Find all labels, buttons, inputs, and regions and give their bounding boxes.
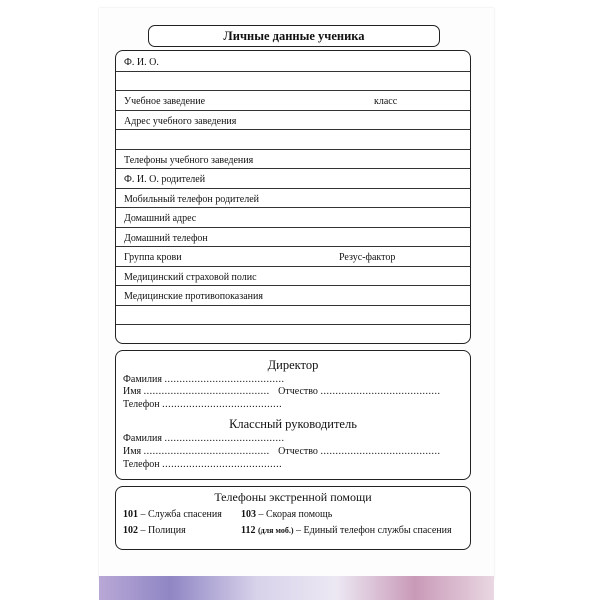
field-row-school-phones[interactable] (116, 149, 470, 170)
fill-dots: .......................................... (143, 446, 270, 457)
emergency-item (123, 525, 186, 536)
field-label: Ф. И. О. родителей (124, 174, 206, 185)
fill-dots: .......................................... (143, 386, 270, 397)
emergency-number: 112 (241, 525, 256, 536)
field-label: Телефоны учебного заведения (124, 154, 254, 166)
field-row-blank[interactable] (116, 71, 470, 92)
field-row-blood[interactable] (116, 246, 470, 267)
field-label-rh: Резус-фактор (339, 252, 396, 263)
fill-dots: ........................................ (320, 446, 441, 457)
field-row-fio[interactable] (116, 51, 470, 72)
field-row-school[interactable] (116, 90, 470, 111)
field-row-insurance[interactable] (116, 266, 470, 287)
cover-edge (99, 576, 494, 600)
field-label: Группа крови (124, 252, 182, 263)
field-row-contraindications[interactable] (116, 285, 470, 306)
emergency-item (241, 509, 332, 520)
label: Отчество (278, 386, 318, 397)
director-name-line[interactable] (123, 386, 440, 397)
label: Имя (123, 446, 142, 457)
field-label: Адрес учебного заведения (124, 115, 237, 127)
emergency-number: 103 (241, 509, 256, 520)
fill-dots: ........................................ (320, 386, 441, 397)
field-row-home-phone[interactable] (116, 227, 470, 248)
field-label: Учебное заведение (124, 96, 206, 107)
fill-dots: ........................................ (164, 374, 285, 385)
teacher-name-line[interactable] (123, 446, 440, 457)
emergency-number: 101 (123, 509, 138, 520)
field-row-parents-mobile[interactable] (116, 188, 470, 209)
contacts-section (115, 350, 471, 480)
field-row-home-address[interactable] (116, 207, 470, 228)
label: Телефон (123, 399, 160, 410)
label: Телефон (123, 459, 160, 470)
label: Имя (123, 386, 142, 397)
field-row-parents-fio[interactable] (116, 168, 470, 189)
field-label: Домашний телефон (124, 232, 208, 244)
fill-dots: ........................................ (162, 399, 283, 410)
teacher-phone-line[interactable] (123, 459, 282, 470)
field-row-school-address[interactable] (116, 110, 470, 131)
emergency-text: – Единый телефон службы спасения (296, 525, 452, 536)
field-label: Ф. И. О. (124, 57, 159, 68)
teacher-surname-line[interactable] (123, 433, 284, 444)
emergency-note: (для моб.) (257, 526, 294, 535)
field-label: Домашний адрес (124, 213, 197, 224)
emergency-text: – Полиция (140, 525, 186, 536)
field-row-blank[interactable] (116, 129, 470, 150)
field-label: Медицинские противопоказания (124, 291, 263, 302)
emergency-item (123, 509, 222, 520)
emergency-text: – Скорая помощь (258, 509, 333, 520)
fill-dots: ........................................ (162, 459, 283, 470)
field-row-blank[interactable] (116, 305, 470, 326)
fill-dots: ........................................ (164, 433, 285, 444)
director-phone-line[interactable] (123, 399, 282, 410)
class-teacher-title: Классный руководитель (229, 417, 357, 431)
personal-data-form (115, 50, 471, 344)
director-title: Директор (267, 358, 319, 372)
director-surname-line[interactable] (123, 374, 284, 385)
emergency-item (241, 525, 452, 536)
emergency-text: – Служба спасения (140, 509, 222, 520)
field-label-class: класс (374, 96, 398, 107)
emergency-phones (115, 486, 471, 550)
label: Фамилия (123, 374, 162, 385)
field-label: Медицинский страховой полис (124, 271, 257, 283)
emergency-number: 102 (123, 525, 138, 536)
label: Фамилия (123, 433, 162, 444)
label: Отчество (278, 446, 318, 457)
field-label: Мобильный телефон родителей (124, 193, 259, 205)
page-title: Личные данные ученика (148, 25, 440, 47)
emergency-title: Телефоны экстренной помощи (214, 490, 372, 504)
